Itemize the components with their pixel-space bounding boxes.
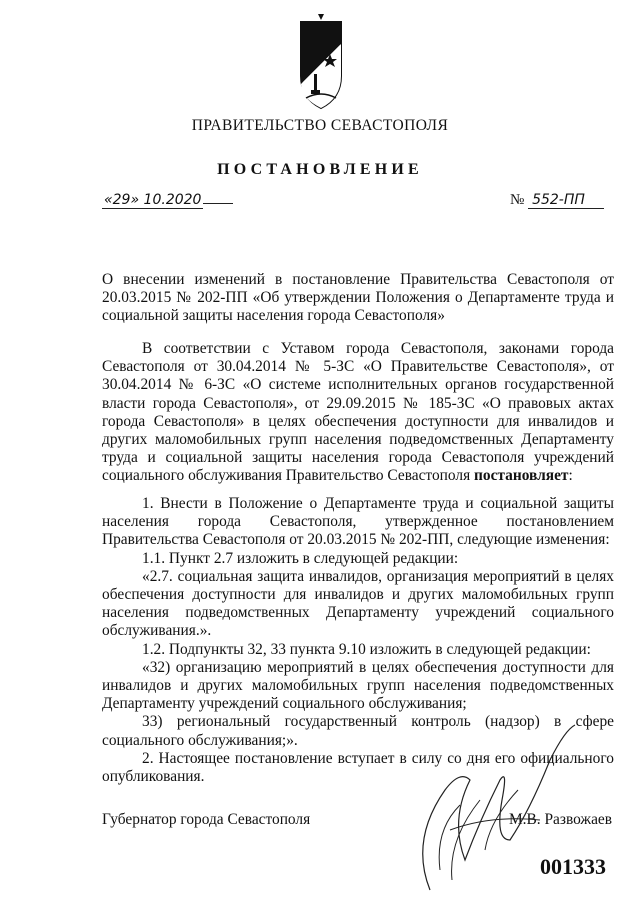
date-value: «29» 10.2020 xyxy=(104,192,202,208)
sevastopol-emblem-icon xyxy=(298,14,344,112)
item-2: 2. Настоящее постановление вступает в силу со дня его официального опубликования. xyxy=(102,749,614,786)
item-1-1: 1.1. Пункт 2.7 изложить в следующей редакции: xyxy=(142,549,459,567)
document-number xyxy=(510,192,604,209)
document-subject xyxy=(102,271,614,326)
preamble-bold-word: постановляет xyxy=(474,467,569,485)
document-id: 001333 xyxy=(540,854,606,879)
preamble-text: В соответствии с Уставом города Севастополя, законами города Севастополя от 30.04.2014 № 5-ЗС «О Правительстве Севастополя», от 30.04.2014 № 6-ЗС «О системе исполнительных органов государственной власти города Севастополя», от 29.09.2015 № 185-ЗС «О правовых актах города Севастополя» в целях обеспечения доступности для инвалидов и других маломобильных групп населения подведомственных Департаменту труда и социальной защиты населения города Севастополя учреждений социального обслуживания Правительство Севастополя постановляет: xyxy=(102,340,614,485)
item-1-2-33: 33) региональный государственный контроль (надзор) в сфере социального обслуживания;». xyxy=(102,713,614,749)
signatory-name: М.В. Развожаев xyxy=(509,811,612,828)
signatory-position: Губернатор города Севастополя xyxy=(102,811,311,828)
government-title: ПРАВИТЕЛЬСТВО СЕВАСТОПОЛЯ xyxy=(191,117,449,134)
preamble xyxy=(102,340,614,486)
item-1-2-32: «32) организацию мероприятий в целях обеспечения доступности для инвалидов и других маломобильных групп населения подведомственных Департаменту учреждений социального обслуживания; xyxy=(102,658,614,713)
item-1-2: 1.2. Подпункты 32, 33 пункта 9.10 изложить в следующей редакции: xyxy=(142,640,591,658)
item-1-1-text: «2.7. социальная защита инвалидов, организация мероприятий в целях обеспечения доступности для инвалидов и других маломобильных групп населения подведомственных Департаменту учреждений социального обслуживания.». xyxy=(102,567,614,640)
subject-text: О внесении изменений в постановление Правительства Севастополя от 20.03.2015 № 202-ПП «Об утверждении Положения о Департаменте труда и социальной защиты населения города Севастополя» xyxy=(102,271,614,325)
document-date xyxy=(102,192,233,209)
document-type-title: ПОСТАНОВЛЕНИЕ xyxy=(217,161,423,178)
number-value: 552-ПП xyxy=(528,192,604,209)
item-1: 1. Внести в Положение о Департаменте труда и социальной защиты населения города Севастополя, утвержденное постановлением Правительства Севастополя от 20.03.2015 № 202-ПП, следующие изменения: xyxy=(102,495,614,549)
number-label: № xyxy=(510,192,525,208)
